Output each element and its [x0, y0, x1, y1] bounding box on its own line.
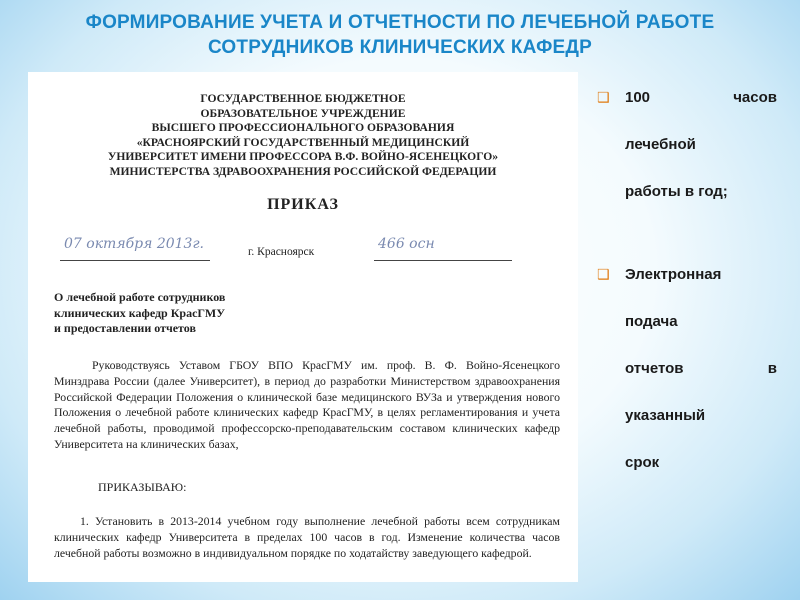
bullet-line: срок: [625, 454, 660, 471]
document-body: Руководствуясь Уставом ГБОУ ВПО КрасГМУ им. проф. В. Ф. Войно-Ясенецкого Минздрава России (далее Университет), в период до разработки Министерством здравоохранения Российской Федерации Положения о клинической базе медицинского ВУЗа и утверждения нового Положения о лечебной работе клинических кафедр КрасГМУ, в целях регламентирования и учета лечебной работы, проводимой профессорско-преподавательским составом клинических кафедр Университета на клинических базах,: [54, 358, 560, 451]
bullet-line: лечебной: [625, 136, 696, 153]
order-point-1: 1. Установить в 2013-2014 учебном году выполнение лечебной работы всем сотрудникам клинических кафедр Университета в пределах 100 часов в год. Изменение количества часов лечебной работы возможно в индивидуальном порядке по ходатайству заведующего кафедрой.: [54, 514, 560, 560]
bullet-item-electronic-reports: [597, 265, 777, 500]
order-word: ПРИКАЗЫВАЮ:: [98, 480, 187, 494]
bullet-line: указанный: [625, 407, 706, 424]
key-points: [597, 88, 777, 500]
subject-line: и предоставлении отчетов: [54, 321, 196, 335]
document-subject: [54, 290, 225, 337]
checkbox-outline-icon: ❑: [597, 267, 610, 283]
bullet-word: 100: [625, 89, 651, 106]
handwritten-number: 466 осн: [378, 236, 435, 252]
handwritten-date: 07 октября 2013г.: [64, 236, 204, 252]
organization-header: [48, 92, 558, 180]
bullet-line: [625, 359, 777, 406]
checkbox-outline-icon: ❑: [597, 90, 610, 106]
org-line: МИНИСТЕРСТВА ЗДРАВООХРАНЕНИЯ РОССИЙСКОЙ ФЕДЕРАЦИИ: [109, 164, 497, 178]
bullet-item-hours: [597, 88, 777, 229]
slide-title-line-2: СОТРУДНИКОВ КЛИНИЧЕСКИХ КАФЕДР: [207, 37, 593, 58]
subject-line: клинических кафедр КрасГМУ: [54, 305, 226, 320]
org-line: ОБРАЗОВАТЕЛЬНОЕ УЧРЕЖДЕНИЕ: [200, 106, 406, 120]
org-line: ГОСУДАРСТВЕННОЕ БЮДЖЕТНОЕ: [200, 92, 406, 105]
bullet-word: часов: [733, 89, 777, 106]
document-heading: ПРИКАЗ: [267, 196, 339, 213]
subject-line: О лечебной работе сотрудников: [54, 290, 226, 304]
bullet-line: подача: [625, 313, 678, 330]
order-document-scan: [28, 72, 578, 582]
org-line: ВЫСШЕГО ПРОФЕССИОНАЛЬНОГО ОБРАЗОВАНИЯ: [151, 121, 455, 135]
bullet-word: отчетов: [625, 360, 684, 377]
bullet-line: работы в год;: [625, 183, 728, 200]
org-line: УНИВЕРСИТЕТ ИМЕНИ ПРОФЕССОРА В.Ф. ВОЙНО-ЯСЕНЕЦКОГО»: [107, 150, 499, 164]
bullet-line: [625, 88, 777, 135]
org-line: «КРАСНОЯРСКИЙ ГОСУДАРСТВЕННЫЙ МЕДИЦИНСКИЙ: [136, 135, 470, 149]
slide-title-line-1: ФОРМИРОВАНИЕ УЧЕТА И ОТЧЕТНОСТИ ПО ЛЕЧЕБНОЙ РАБОТЕ: [85, 12, 715, 33]
bullet-word: в: [767, 360, 777, 377]
document-city: г. Красноярск: [248, 246, 315, 258]
bullet-line: Электронная: [625, 266, 722, 283]
slide-title: [40, 10, 760, 60]
